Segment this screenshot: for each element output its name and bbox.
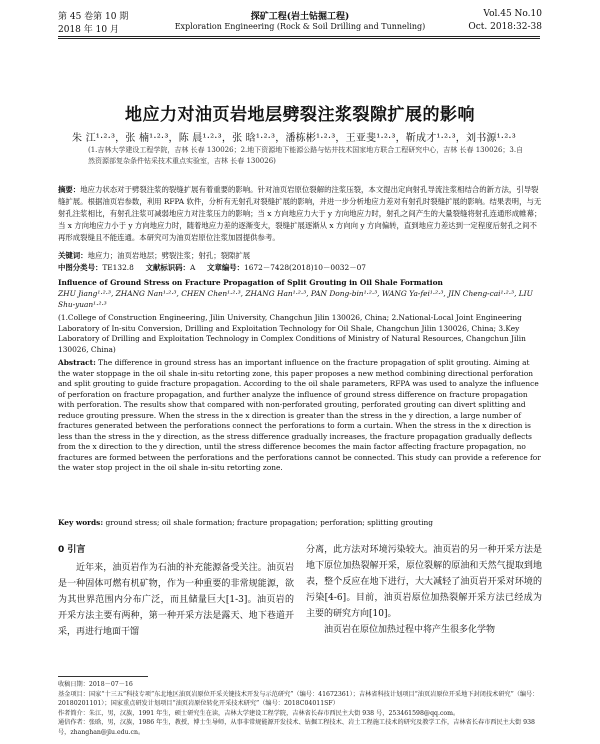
date-left: 2018 年 10 月 xyxy=(58,25,119,35)
volume-left: 第 45 卷第 10 期 xyxy=(58,12,129,22)
abstract-cn xyxy=(58,184,542,244)
abstract-en-label: Abstract: xyxy=(58,358,96,367)
paper-title: 地应力对油页岩地层劈裂注浆裂隙扩展的影响 xyxy=(125,105,475,125)
classification-line: 中图分类号：TE132.8 文献标识码：A 文章编号：1672－7428(2018)10－0032－07 xyxy=(58,263,366,272)
affiliation: (1.吉林大学建设工程学院，吉林 长春 130026；2.地下资源地下能源公路与钻井技术国家地方联合工程研究中心，吉林 长春 130026；3.自然资源部复杂条件钻采技术重点实验室，吉林 长春 130026) xyxy=(88,146,524,165)
keywords-and-classification xyxy=(58,250,542,274)
journal-title-en: Exploration Engineering (Rock & Soil Drilling and Tunneling) xyxy=(174,22,426,31)
journal-title-cn: 探矿工程(岩土钻掘工程) xyxy=(250,12,350,22)
footnotes xyxy=(58,680,542,737)
article-number: 1672－7428(2018)10－0032－07 xyxy=(244,263,366,272)
volume-right: Vol.45 No.10 xyxy=(483,9,542,19)
right-column xyxy=(306,542,542,638)
author-list: 朱 江¹·²·³，张 楠¹·²·³，陈 晨¹·²·³，张 晗¹·²·³，潘栋彬¹·²·³，王亚斐¹·²·³，靳成才¹·²·³，刘书源¹·²·³ xyxy=(72,133,516,144)
english-affiliation: (1.College of Construction Engineering, Jilin University, Changchun Jilin 130026, China; 2.National-Local Joint Engineering Laboratory of In-situ Conversion, Drilling and Exploitation Technology for Oil Shale, Changchun Jilin 130026, China; 3.Key Laboratory of Drilling and Exploitation Technology in Complex Conditions of Ministry of Natural Resources, Changchun Jilin 130026, China) xyxy=(58,313,526,354)
keywords-cn: 关键词：地应力；油页岩地层；劈裂注浆；射孔；裂隙扩展 xyxy=(58,251,251,260)
header-rule-2 xyxy=(58,38,540,39)
english-authors: ZHU Jiang¹·²·³, ZHANG Nan¹·²·³, CHEN Chen¹·²·³, ZHANG Han¹·²·³, PAN Dong-bin¹·²·³, WANG Ya-fei¹·²·³, JIN Cheng-cai¹·²·³, LIU Shu-yuan¹·²·³ xyxy=(58,289,533,309)
abstract-cn-text: 地应力状态对于劈裂注浆的裂缝扩展有着重要的影响。针对油页岩原位裂解的注浆压裂，本文提出定向射孔导流注浆相结合的新方法，引导裂缝扩展。根据油页岩参数，利用 RFPA 软件，分析有无射孔对裂缝扩展的影响，并进一步分析地应力差对有射孔时裂缝扩展的影响。结果表明，与无射孔注浆相比，有射孔注浆可减弱地应力对注浆压力的影响；当 x 方向地应力大于 y 方向地应力时，射孔之间产生的大量裂缝将射孔连通形成帷幕；当 x 方向地应力小于 y 方向地应力时，随着地应力差的逐渐变大，裂缝扩展逐渐从 x 方向向 y 方向偏转，直到地应力差达到一定程度后射孔之间不再形成裂缝且不能连通。本研究可为油页岩原位注浆加固提供参考。 xyxy=(58,185,542,242)
footnote-corresponding: 通信作者：张晗，男，汉族，1986 年生，教授，博士生导师，从事非常规能源开发技术、钻掘工程技术、岩土工程施工技术的研究及教学工作，吉林省长春市西民主大街 938 号，zhanghan@jlu.edu.cn。 xyxy=(58,719,535,736)
abstract-en xyxy=(58,358,542,474)
running-header xyxy=(0,0,600,46)
clc-code: TE132.8 xyxy=(102,263,134,272)
footnote-author: 作者简介：朱江，男，汉族，1991 年生，硕士研究生在读，吉林大学建设工程学院，吉林省长春市西民主大街 938 号，253461598@qq.com。 xyxy=(58,709,460,717)
date-right: Oct. 2018:32-38 xyxy=(468,22,542,32)
doc-code: A xyxy=(189,263,196,272)
english-title: Influence of Ground Stress on Fracture Propagation of Split Grouting in Oil Shale Formation xyxy=(58,278,443,287)
footnote-received: 收稿日期：2018－07－16 xyxy=(58,681,133,688)
footnote-fund: 基金项目：国家“十三五”科技专项“东北地区油页岩原位开采关键技术开发与示范研究”（编号：41672361）；吉林省科技计划项目“油页岩原位开采地下封闭技术研究”（编号：20180201101）；国家重点研发计划项目“油页岩原位转化开采技术研究”（编号：2018C04011SF） xyxy=(58,690,539,707)
left-column xyxy=(58,542,294,640)
header-rule xyxy=(58,36,540,37)
intro-right-text: 分离，此方法对环境污染较大。油页岩的另一种开采方法是地下原位加热裂解开采，原位裂解的原油和天然气提取到地表，整个反应在地下进行，大大减轻了油页岩开采对环境的污染[4-6]。目前，油页岩原位加热裂解开采方法已经成为主要的研究方向[10]。 xyxy=(306,545,542,619)
footnote-rule xyxy=(58,676,148,677)
abstract-cn-label: 摘要： xyxy=(58,185,81,194)
intro-right-text-2: 油页岩在原位加热过程中将产生很多化学物 xyxy=(324,625,496,635)
section-heading-intro: 0 引言 xyxy=(58,545,86,555)
abstract-en-text: The difference in ground stress has an important influence on the fracture propagation of split grouting. Aiming at the water stoppage in the oil shale in-situ retorting zone, this paper proposes a new method combining directional perforation and split grouting to guide fracture propagation. According to the oil shale parameters, RFPA was used to analyze the influence of perforation on fracture propagation, and further analyze the influence of ground stress difference on fracture propagation with perforation. The results show that compared with non-perforated grouting, perforated grouting can divert splitting and reduce grouting pressure. When the stress in the x direction is greater than the stress in the y direction, a large number of fractures generated between the perforations connect the perforations to form a curtain. When the stress in the x direction is less than the stress in the y direction, as the stress difference gradually increases, the fracture propagation gradually deflects from the x direction to the y direction, until the stress difference becomes the main factor affecting fracture propagation, no fractures are formed between the perforations and the perforations cannot be connected. This study can provide a reference for the water stop project in the oil shale in-situ retorting zone. xyxy=(58,358,541,472)
keywords-en: Key words: ground stress; oil shale formation; fracture propagation; perforation; splitting grouting xyxy=(58,518,433,527)
intro-left-text: 近年来，油页岩作为石油的补充能源备受关注。油页岩是一种固体可燃有机矿物，作为一种重要的非常规能源，欲为其世界范围内分布广泛，而且储量巨大[1-3]。油页岩的开采方法主要有两种，第一种开采方法是露天、地下巷道开采，再进行地面干馏 xyxy=(58,563,294,637)
